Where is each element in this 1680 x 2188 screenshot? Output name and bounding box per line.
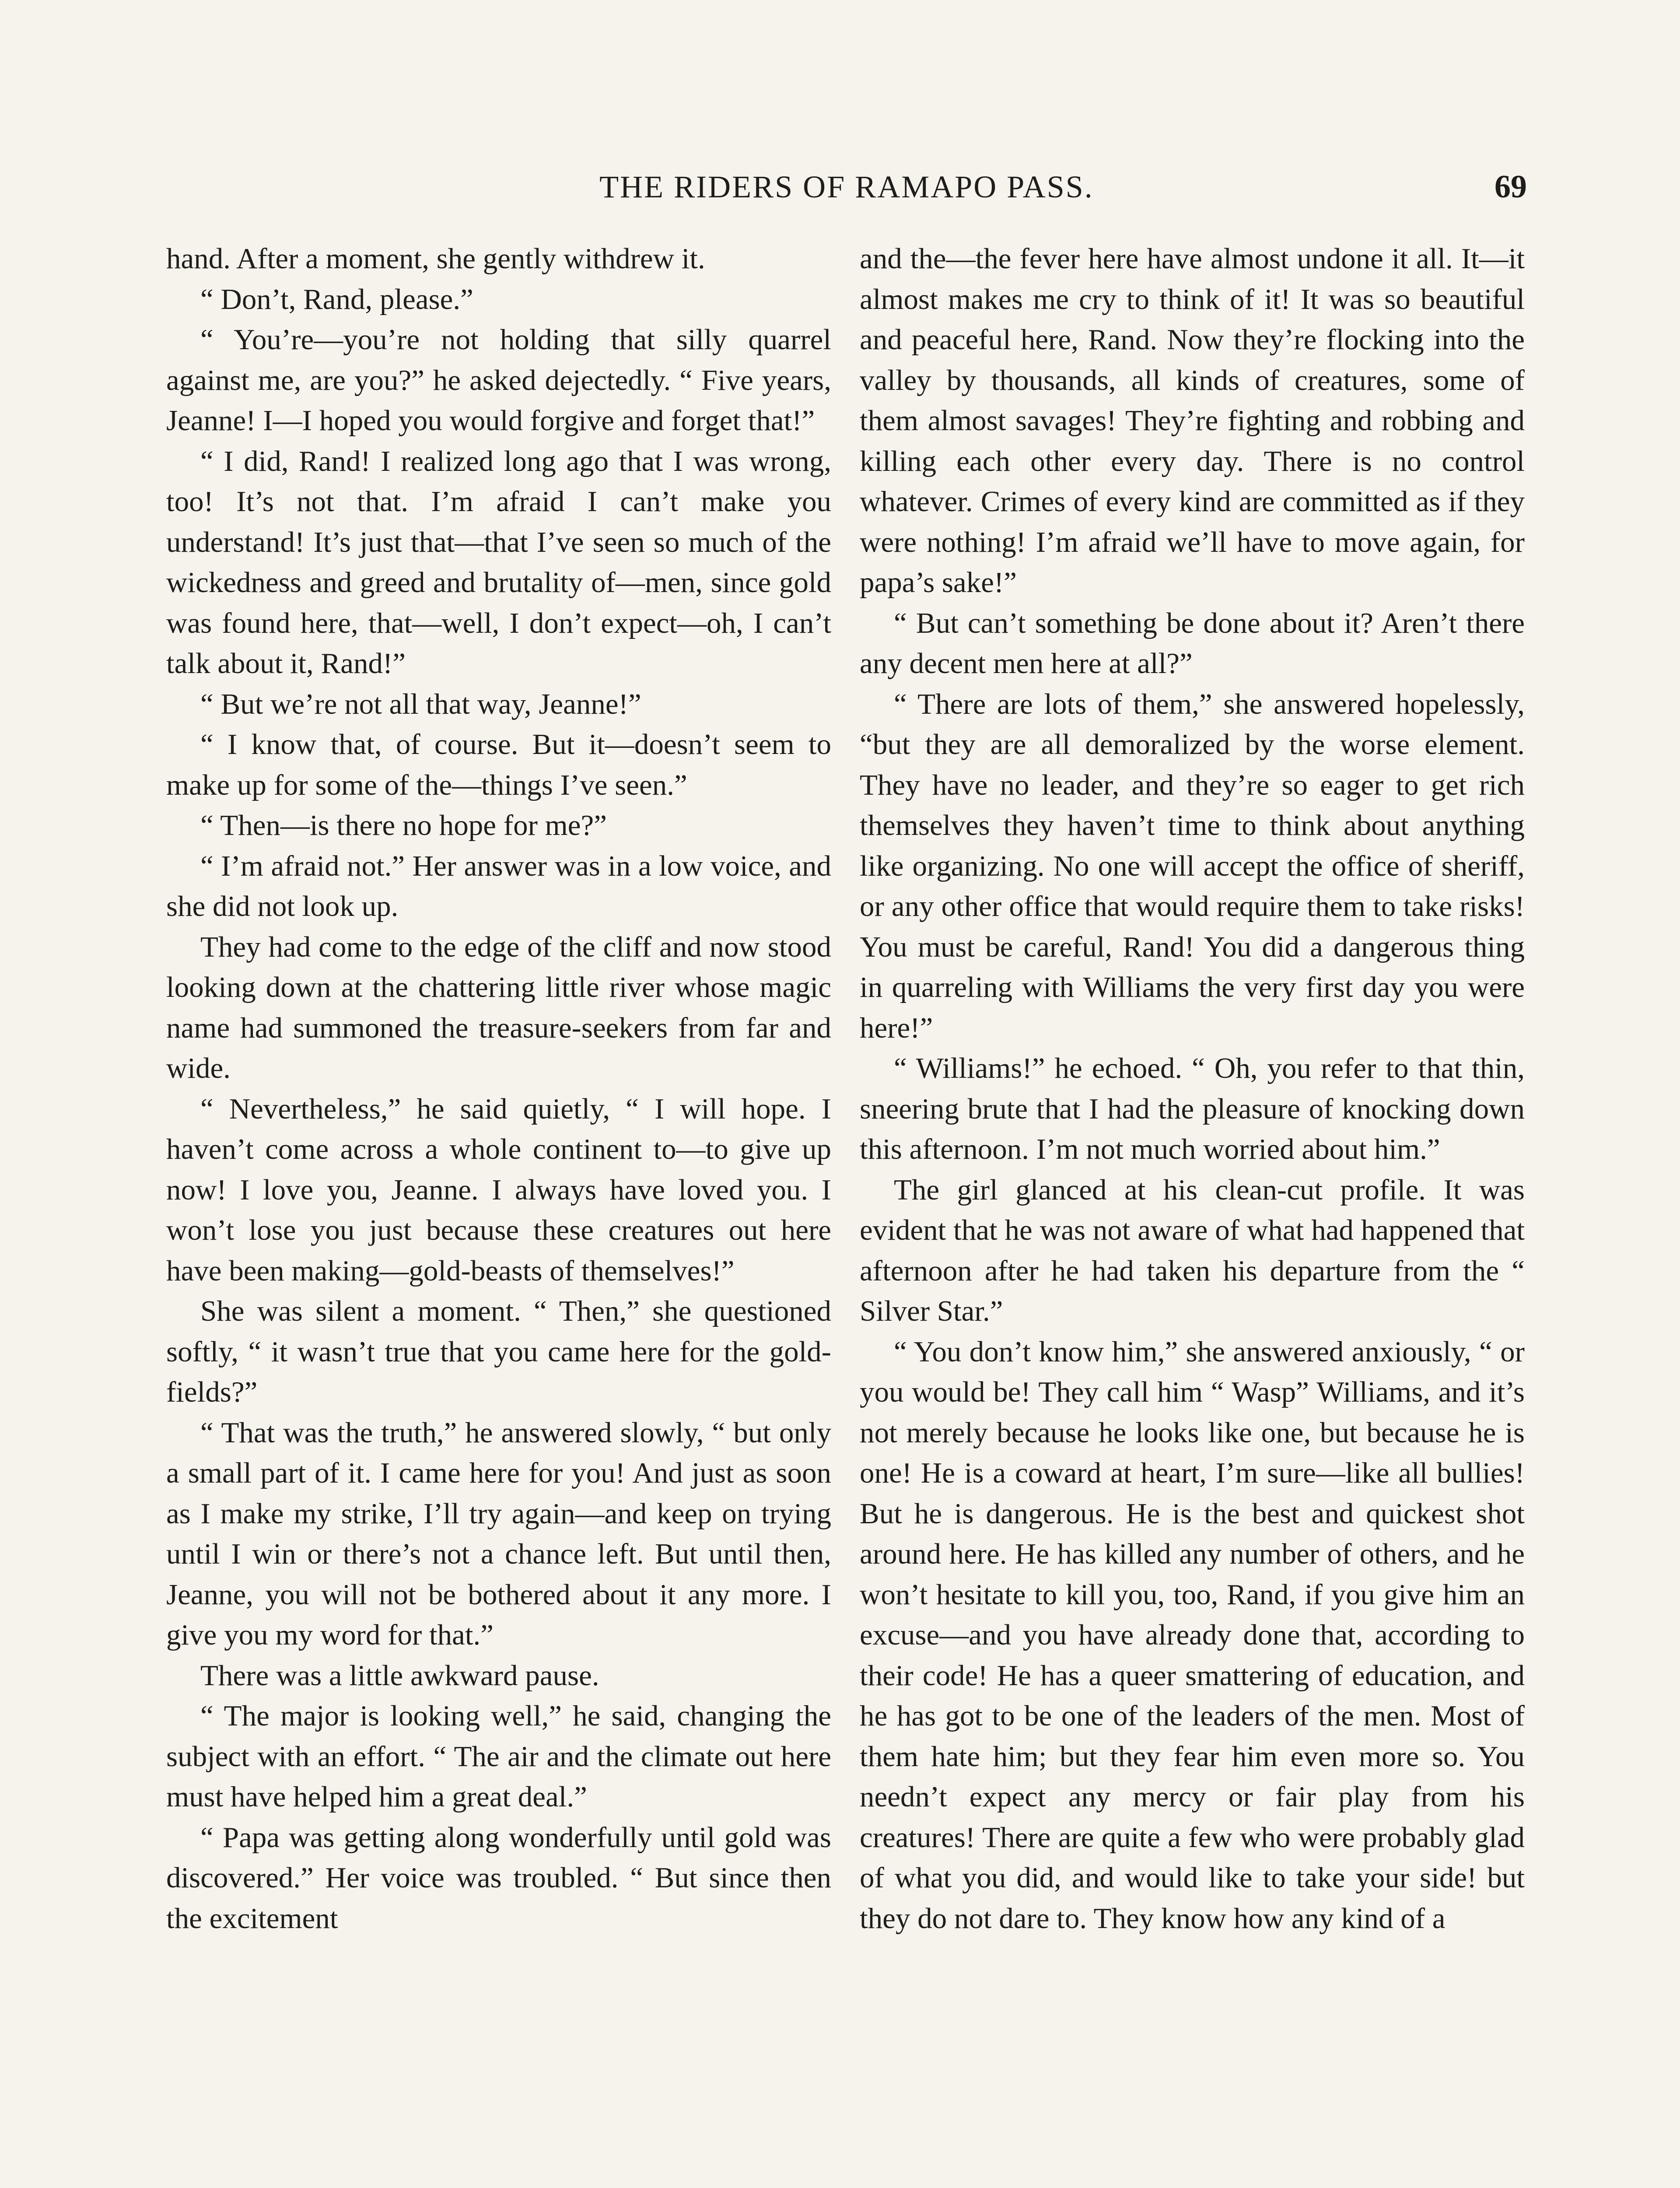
paragraph: and the—the fever here have almost undone it all. It—it almost makes me cry to think of it! It was so beautiful and peaceful here, Rand. Now they’re flocking into the valley by thousands, all kinds of creatures, some of them almost savages! They’re fighting and robbing and killing each other every day. There is no control whatever. Crimes of every kind are committed as if they were nothing! I’m afraid we’ll have to move again, for papa’s sake!” (860, 242, 1525, 599)
paragraph: “ I’m afraid not.” Her answer was in a low voice, and she did not look up. (166, 849, 831, 922)
paragraph: “ I know that, of course. But it—doesn’t seem to make up for some of the—things I’ve seen.” (166, 728, 831, 801)
paragraph: The girl glanced at his clean-cut profile. It was evident that he was not aware of what had happened that afternoon after he had taken his departure from the “ Silver Star.” (860, 1173, 1525, 1327)
running-head (166, 163, 1527, 211)
paragraph: They had come to the edge of the cliff and now stood looking down at the chattering little river whose magic name had summoned the treasure-seekers from far and wide. (166, 930, 831, 1084)
paragraph: There was a little awkward pause. (200, 1659, 599, 1692)
paragraph: “ But we’re not all that way, Jeanne!” (200, 687, 641, 720)
paragraph: “ The major is looking well,” he said, changing the subject with an effort. “ The air and the climate out here must have helped him a great deal.” (166, 1700, 831, 1813)
paragraph: “ Papa was getting along wonderfully until gold was discovered.” Her voice was troubled. “ But since then the excitement (166, 1821, 831, 1935)
paragraph: hand. After a moment, she gently withdrew it. (166, 242, 705, 275)
paragraph: “ Williams!” he echoed. “ Oh, you refer to that thin, sneering brute that I had the pleasure of knocking down this afternoon. I’m not much worried about him.” (860, 1052, 1525, 1165)
paragraph: “ Then—is there no hope for me?” (200, 809, 607, 842)
paragraph: “ I did, Rand! I realized long ago that I was wrong, too! It’s not that. I’m afraid I can’t make you understand! It’s just that—that I’ve seen so much of the wickedness and greed and brutality of—men, since gold was found here, that—well, I don’t expect—oh, I can’t talk about it, Rand!” (166, 445, 831, 680)
paragraph: “ But can’t something be done about it? Aren’t there any decent men here at all?” (860, 607, 1525, 680)
paragraph: “ You’re—you’re not holding that silly quarrel against me, are you?” he asked dejectedly. “ Five years, Jeanne! I—I hoped you would forgive and forget that!” (166, 323, 831, 437)
paragraph: “ There are lots of them,” she answered hopelessly, “but they are all demoralized by the worse element. They have no leader, and they’re so eager to get rich themselves they haven’t time to think about anything like organizing. No one will accept the office of sheriff, or any other office that would require them to take risks! You must be careful, Rand! You did a dangerous thing in quarreling with Williams the very first day you were here!” (860, 687, 1525, 1044)
paragraph: She was silent a moment. “ Then,” she questioned softly, “ it wasn’t true that you came here for the gold-fields?” (166, 1295, 831, 1408)
right-column (860, 238, 1525, 2188)
page-number: 69 (1494, 169, 1527, 205)
paragraph: “ Nevertheless,” he said quietly, “ I will hope. I haven’t come across a whole continent to—to give up now! I love you, Jeanne. I always have loved you. I won’t lose you just because these creatures out here have been making—gold-beasts of themselves!” (166, 1092, 831, 1287)
left-column (166, 238, 831, 2188)
paragraph: “ That was the truth,” he answered slowly, “ but only a small part of it. I came here for you! And just as soon as I make my strike, I’ll try again—and keep on trying until I win or there’s not a chance left. But until then, Jeanne, you will not be bothered about it any more. I give you my word for that.” (166, 1416, 831, 1651)
running-title: THE RIDERS OF RAMAPO PASS. (599, 169, 1094, 204)
paragraph: “ You don’t know him,” she answered anxiously, “ or you would be! They call him “ Wasp” Williams, and it’s not merely because he looks like one, but because he is one! He is a coward at heart, I’m sure—like all bullies! But he is dangerous. He is the best and quickest shot around here. He has killed any number of others, and he won’t hesitate to kill you, too, Rand, if you give him an excuse—and you have already done that, according to their code! He has a queer smattering of education, and he has got to be one of the leaders of the men. Most of them hate him; but they fear him even more so. You needn’t expect any mercy or fair play from his creatures! There are quite a few who were probably glad of what you did, and would like to take your side! but they do not dare to. They know how any kind of a (860, 1335, 1525, 1935)
paragraph: “ Don’t, Rand, please.” (200, 283, 473, 316)
